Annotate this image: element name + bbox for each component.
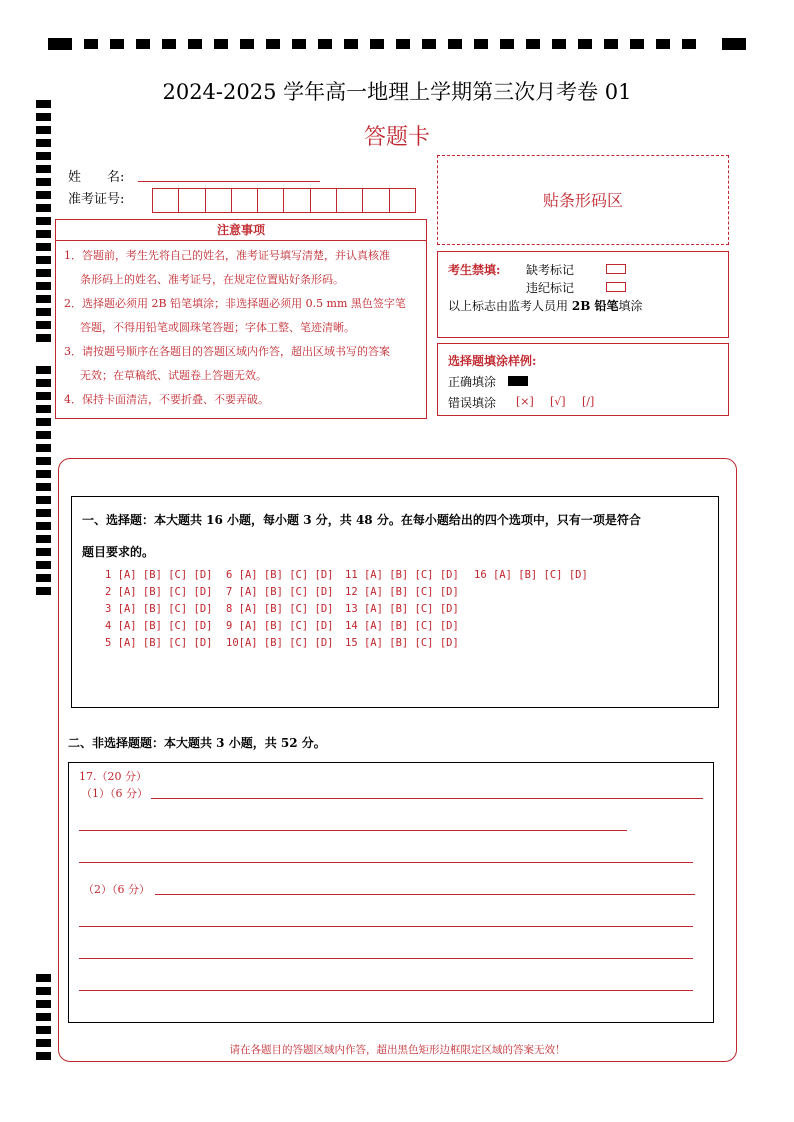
timing-mark <box>36 548 51 556</box>
exam-no-cell[interactable] <box>258 189 284 212</box>
choice-q13[interactable]: 13 [A] [B] [C] [D] <box>345 603 459 615</box>
choice-q7[interactable]: 7 [A] [B] [C] [D] <box>226 586 334 598</box>
choice-q1[interactable]: 1 [A] [B] [C] [D] <box>105 569 213 581</box>
timing-mark <box>36 379 51 387</box>
timing-mark <box>36 366 51 374</box>
timing-mark <box>36 191 51 199</box>
timing-mark <box>36 1000 51 1008</box>
q17-title: 17.（20 分） <box>79 770 147 783</box>
timing-mark <box>48 38 72 50</box>
prohibit-box <box>437 251 729 338</box>
choice-q8[interactable]: 8 [A] [B] [C] [D] <box>226 603 334 615</box>
timing-mark <box>292 39 306 49</box>
timing-mark <box>36 509 51 517</box>
choice-section-heading-cont: 题目要求的。 <box>82 545 155 559</box>
barcode-label: 贴条形码区 <box>542 191 623 210</box>
timing-mark <box>36 1026 51 1034</box>
timing-mark <box>36 1013 51 1021</box>
timing-mark <box>36 483 51 491</box>
exam-no-cell[interactable] <box>284 189 310 212</box>
timing-mark <box>36 574 51 582</box>
timing-mark <box>500 39 514 49</box>
exam-no-cell[interactable] <box>337 189 363 212</box>
timing-mark <box>36 418 51 426</box>
timing-mark <box>36 561 51 569</box>
wrong-fill-label: 错误填涂 <box>448 396 497 410</box>
answer-line[interactable] <box>79 926 693 927</box>
choice-q5[interactable]: 5 [A] [B] [C] [D] <box>105 637 213 649</box>
choice-q2[interactable]: 2 [A] [B] [C] [D] <box>105 586 213 598</box>
violation-label: 违纪标记 <box>526 281 575 295</box>
timing-mark <box>240 39 254 49</box>
timing-mark <box>36 178 51 186</box>
notice-item: 4．保持卡面清洁，不要折叠、不要弄破。 <box>64 393 269 406</box>
exam-no-label: 准考证号: <box>68 192 125 207</box>
timing-mark <box>318 39 332 49</box>
notice-heading: 注意事项 <box>56 220 426 241</box>
timing-mark <box>36 496 51 504</box>
timing-mark <box>188 39 202 49</box>
correct-fill-label: 正确填涂 <box>448 375 497 389</box>
exam-no-cell[interactable] <box>153 189 179 212</box>
left-timing-marks <box>36 100 51 600</box>
timing-mark <box>36 1052 51 1060</box>
exam-no-cell[interactable] <box>179 189 205 212</box>
choice-q9[interactable]: 9 [A] [B] [C] [D] <box>226 620 334 632</box>
prohibit-heading: 考生禁填: <box>448 263 501 277</box>
answer-line[interactable] <box>155 894 695 895</box>
answer-line[interactable] <box>79 830 627 831</box>
timing-mark <box>578 39 592 49</box>
timing-mark <box>36 1039 51 1047</box>
choice-section <box>71 496 719 708</box>
choice-q11[interactable]: 11 [A] [B] [C] [D] <box>345 569 459 581</box>
timing-mark <box>604 39 618 49</box>
choice-q14[interactable]: 14 [A] [B] [C] [D] <box>345 620 459 632</box>
top-timing-marks <box>48 38 746 50</box>
correct-fill-sample <box>508 376 528 386</box>
choice-q15[interactable]: 15 [A] [B] [C] [D] <box>345 637 459 649</box>
timing-mark <box>526 39 540 49</box>
choice-q3[interactable]: 3 [A] [B] [C] [D] <box>105 603 213 615</box>
wrong-mark-check: [√] <box>550 395 566 408</box>
choice-q12[interactable]: 12 [A] [B] [C] [D] <box>345 586 459 598</box>
exam-no-cell[interactable] <box>232 189 258 212</box>
notice-item: 2．选择题必须用 2B 铅笔填涂；非选择题必须用 0.5 mm 黑色签字笔 <box>64 297 406 310</box>
timing-mark <box>136 39 150 49</box>
q17-part2-label: （2）（6 分） <box>83 883 150 896</box>
non-choice-heading: 二、非选择题题：本大题共 3 小题，共 52 分。 <box>68 736 326 750</box>
notice-item: 3．请按题号顺序在各题目的答题区域内作答，超出区域书写的答案 <box>64 345 390 358</box>
timing-mark <box>36 587 51 595</box>
timing-mark <box>110 39 124 49</box>
timing-mark <box>36 522 51 530</box>
exam-no-cell[interactable] <box>390 189 415 212</box>
notice-box <box>55 219 427 419</box>
barcode-area[interactable] <box>437 155 729 245</box>
timing-mark <box>36 282 51 290</box>
answer-line[interactable] <box>79 862 693 863</box>
timing-mark <box>552 39 566 49</box>
timing-mark <box>36 204 51 212</box>
timing-mark <box>36 431 51 439</box>
choice-q4[interactable]: 4 [A] [B] [C] [D] <box>105 620 213 632</box>
timing-mark <box>266 39 280 49</box>
timing-mark <box>474 39 488 49</box>
timing-mark <box>656 39 670 49</box>
timing-mark <box>344 39 358 49</box>
answer-line[interactable] <box>151 798 703 799</box>
timing-mark <box>36 987 51 995</box>
name-label: 姓 名: <box>68 170 125 185</box>
name-field[interactable] <box>138 181 320 182</box>
exam-no-cell[interactable] <box>311 189 337 212</box>
exam-no-grid[interactable] <box>152 188 416 213</box>
choice-section-heading: 一、选择题：本大题共 16 小题，每小题 3 分，共 48 分。在每小题给出的四个选项中，只有一项是符合 <box>82 513 641 527</box>
timing-mark <box>630 39 644 49</box>
exam-no-cell[interactable] <box>206 189 232 212</box>
timing-mark <box>448 39 462 49</box>
timing-mark <box>162 39 176 49</box>
notice-item: 1．答题前，考生先将自己的姓名，准考证号填写清楚，并认真核准 <box>64 249 390 262</box>
timing-mark <box>36 392 51 400</box>
timing-mark <box>36 217 51 225</box>
timing-mark <box>84 39 98 49</box>
choice-q16[interactable]: 16 [A] [B] [C] [D] <box>474 569 588 581</box>
answer-sheet-title: 答题卡 <box>363 125 430 150</box>
notice-item: 答题，不得用铅笔或圆珠笔答题；字体工整、笔迹清晰。 <box>80 321 355 334</box>
q17-part1-label: （1）（6 分） <box>81 787 148 800</box>
choice-q10[interactable]: 10[A] [B] [C] [D] <box>226 637 334 649</box>
timing-mark <box>682 39 696 49</box>
timing-mark <box>36 321 51 329</box>
choice-q6[interactable]: 6 [A] [B] [C] [D] <box>226 569 334 581</box>
timing-mark <box>36 444 51 452</box>
timing-mark <box>36 974 51 982</box>
violation-checkbox[interactable] <box>606 282 626 292</box>
timing-mark <box>214 39 228 49</box>
timing-mark <box>36 405 51 413</box>
timing-mark <box>36 230 51 238</box>
timing-mark <box>36 269 51 277</box>
timing-mark <box>36 535 51 543</box>
absent-label: 缺考标记 <box>526 263 575 277</box>
timing-mark <box>36 470 51 478</box>
timing-mark <box>396 39 410 49</box>
answer-line[interactable] <box>79 958 693 959</box>
wrong-mark-cross: [×] <box>516 395 534 408</box>
timing-mark <box>370 39 384 49</box>
exam-title: 2024-2025 学年高一地理上学期第三次月考卷 01 <box>162 80 632 104</box>
left-timing-marks-bottom <box>36 974 51 1066</box>
prohibit-note <box>448 297 643 314</box>
timing-mark <box>36 295 51 303</box>
prohibit-note-suffix: 填涂 <box>618 299 643 313</box>
timing-mark <box>722 38 746 50</box>
answer-line[interactable] <box>79 990 693 991</box>
prohibit-note-prefix: 以上标志由监考人员用 <box>448 299 569 313</box>
timing-mark <box>36 165 51 173</box>
timing-mark <box>422 39 436 49</box>
notice-item: 条形码上的姓名、准考证号，在规定位置贴好条形码。 <box>80 273 344 286</box>
absent-checkbox[interactable] <box>606 264 626 274</box>
prohibit-note-bold: 2B 铅笔 <box>571 299 619 313</box>
timing-mark <box>36 308 51 316</box>
footer-warning: 请在各题目的答题区域内作答，超出黑色矩形边框限定区域的答案无效！ <box>229 1044 566 1056</box>
notice-item: 无效；在草稿纸、试题卷上答题无效。 <box>80 369 267 382</box>
fill-sample-box <box>437 343 729 416</box>
q17-answer-box[interactable] <box>68 762 714 1023</box>
fill-sample-heading: 选择题填涂样例: <box>448 354 537 368</box>
wrong-mark-slash: [/] <box>582 395 595 408</box>
exam-no-cell[interactable] <box>363 189 389 212</box>
timing-mark <box>36 256 51 264</box>
timing-mark <box>36 152 51 160</box>
timing-mark <box>36 334 51 342</box>
timing-mark <box>36 243 51 251</box>
timing-mark <box>36 457 51 465</box>
